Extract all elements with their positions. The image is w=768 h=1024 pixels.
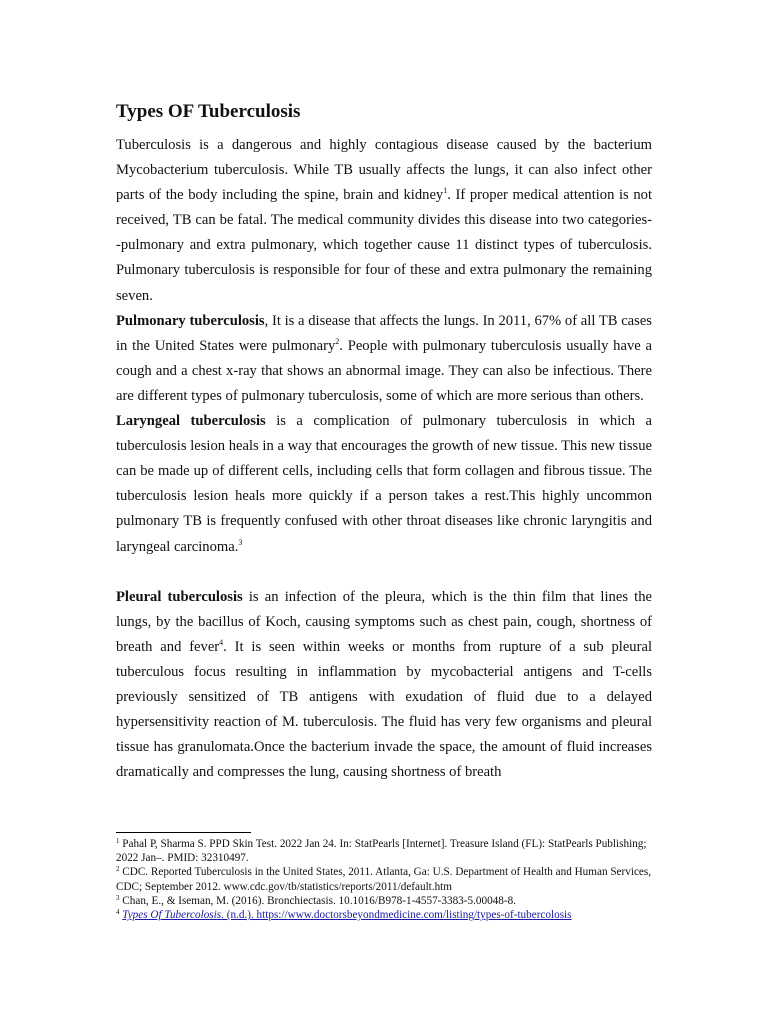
footnote <box>116 908 652 922</box>
pleural-paragraph <box>116 585 652 786</box>
footnote-number: 1 <box>116 837 120 845</box>
footnote-link[interactable] <box>122 909 571 921</box>
text: . It is seen within weeks or months from rupture of a sub pleural tuberculous focus resulting in inflammation by mycobacterial antigens and T-cells previously sensitized of TB antigens with exudation of fluid due to a delayed hypersensitivity reaction of M. tuberculosis. The fluid has very few organisms and pleural tissue has granulomata.Once the bacterium invade the space, the amount of fluid increases dramatically and compresses the lung, causing shortness of breath <box>116 638 652 781</box>
document-body <box>116 98 652 785</box>
text: . If proper medical attention is not received, TB can be fatal. The medical community divides this disease into two categories--pulmonary and extra pulmonary, which together cause 11 distinct types of tuberculosis. Pulmonary tuberculosis is responsible for four of these and extra pulmonary the remaining seven. <box>116 187 652 304</box>
footnote-number: 4 <box>116 908 120 917</box>
link-url[interactable]: . (n.d.). https://www.doctorsbeyondmedicine.com/listing/types-of-tubercolosis <box>221 909 572 922</box>
laryngeal-paragraph <box>116 409 652 560</box>
text: is an infection of the pleura, which is the thin film that lines the lungs, by the bacillus of Koch, causing symptoms such as chest pain, cough, shortness of breath and fever <box>116 588 652 655</box>
footnote-ref[interactable]: 1 <box>443 186 448 196</box>
term: Pulmonary tuberculosis <box>116 312 265 329</box>
footnote-number: 3 <box>116 893 120 902</box>
footnote-ref[interactable]: 2 <box>335 336 340 346</box>
page-title: Types OF Tuberculosis <box>116 101 301 122</box>
footnote-separator <box>116 832 251 833</box>
text: , It is a disease that affects the lungs. In 2011, 67% of all TB cases in the United States were pulmonary <box>116 312 652 354</box>
text: . People with pulmonary tuberculosis usually have a cough and a chest x-ray that shows an abnormal image. They can also be infectious. There are different types of pulmonary tuberculosis, some of which are more serious than others. <box>116 337 652 404</box>
text: is a complication of pulmonary tuberculosis in which a tuberculosis lesion heals in a way that encourages the growth of new tissue. This new tissue can be made up of different cells, including cells that form collagen and fibrous tissue. The tuberculosis lesion heals more quickly if a person takes a rest.This highly uncommon pulmonary TB is frequently confused with other throat diseases like chronic laryngitis and laryngeal carcinoma. <box>116 413 653 555</box>
term: Pleural tuberculosis <box>116 588 243 605</box>
footnote <box>116 865 652 893</box>
term: Laryngeal tuberculosis <box>116 413 266 430</box>
footnote <box>116 837 652 865</box>
blank-line <box>116 560 652 585</box>
footnote-text: Chan, E., & Iseman, M. (2016). Bronchiectasis. 10.1016/B978-1-4557-3383-5.00048-8. <box>122 894 516 907</box>
footnote-number: 2 <box>116 865 120 874</box>
footnote-ref[interactable]: 4 <box>219 637 224 647</box>
footnotes <box>116 832 652 922</box>
footnote-ref[interactable]: 3 <box>238 537 243 547</box>
footnote-text: CDC. Reported Tuberculosis in the United States, 2011. Atlanta, Ga: U.S. Department of Health and Human Services, CDC; September 2012. www.cdc.gov/tb/statistics/reports/2011/default.htm <box>116 866 652 893</box>
intro-paragraph <box>116 133 652 309</box>
pulmonary-paragraph <box>116 309 652 409</box>
link-title[interactable]: Types Of Tubercolosis <box>122 909 222 922</box>
footnote-text: Pahal P, Sharma S. PPD Skin Test. 2022 Jan 24. In: StatPearls [Internet]. Treasure Island (FL): StatPearls Publishing; 2022 Jan–. PMID: 32310497. <box>116 838 647 865</box>
text: Tuberculosis is a dangerous and highly contagious disease caused by the bacterium Mycobacterium tuberculosis. While TB usually affects the lungs, it can also infect other parts of the body including the spine, brain and kidney <box>116 137 652 204</box>
footnote <box>116 894 652 908</box>
